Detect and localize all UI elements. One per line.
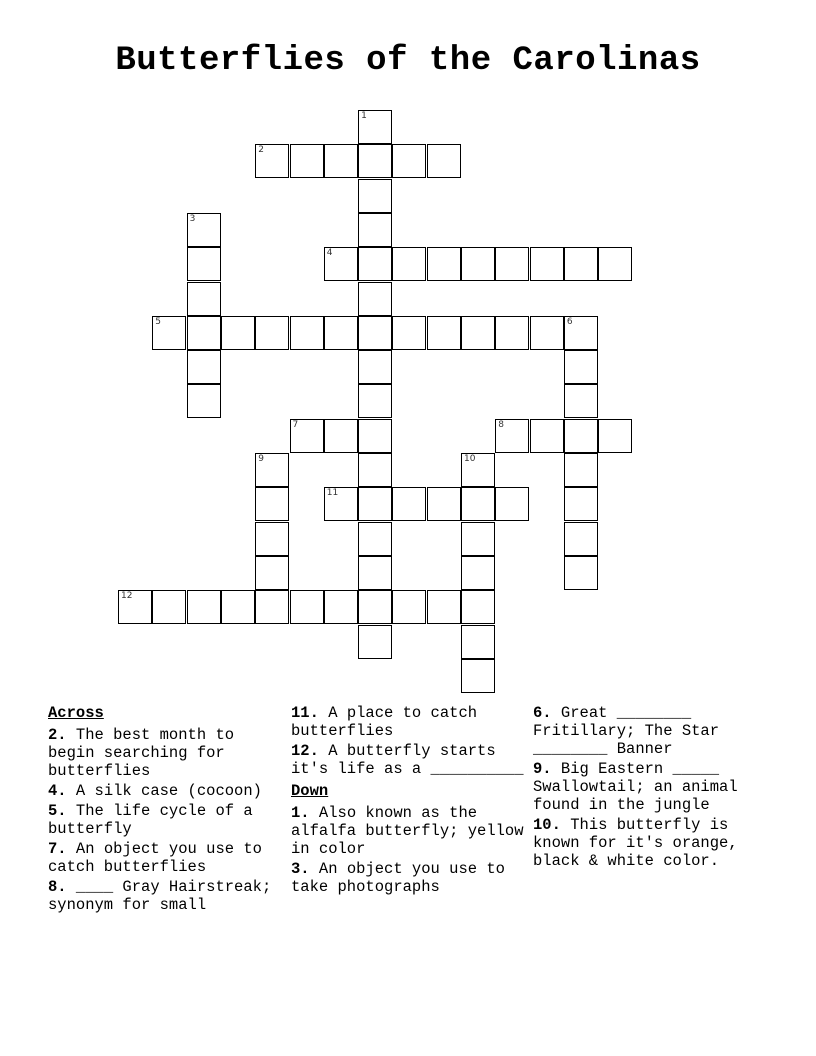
grid-cell[interactable]	[564, 453, 598, 487]
clue-number-label: 12	[121, 591, 133, 602]
grid-cell[interactable]	[358, 590, 392, 624]
clue-across-5: 5. The life cycle of a butterfly	[48, 802, 253, 838]
grid-cell[interactable]	[255, 590, 289, 624]
clue-number-label: 10	[464, 454, 476, 464]
grid-cell[interactable]	[358, 419, 392, 453]
grid-cell[interactable]	[358, 144, 392, 178]
grid-cell[interactable]	[358, 522, 392, 556]
down-heading: Down	[291, 782, 329, 800]
clue-across-12: 12. A butterfly starts it's life as a __________	[291, 742, 524, 778]
grid-cell[interactable]	[358, 384, 392, 418]
grid-cell[interactable]	[290, 316, 324, 350]
grid-cell[interactable]	[221, 316, 255, 350]
grid-cell[interactable]	[461, 625, 495, 659]
grid-cell[interactable]	[358, 282, 392, 316]
clue-number-label: 11	[326, 488, 339, 499]
grid-cell[interactable]	[427, 316, 461, 350]
grid-cell[interactable]	[461, 556, 495, 590]
clue-number-label: 6	[566, 316, 573, 327]
clues-column-2	[291, 704, 527, 898]
grid-cell[interactable]	[358, 316, 392, 350]
grid-cell[interactable]	[324, 144, 358, 178]
clue-across-8: 8. ____ Gray Hairstreak; synonym for small	[48, 878, 272, 914]
grid-cell[interactable]	[392, 316, 426, 350]
grid-cell[interactable]	[392, 144, 426, 178]
clue-down-10: 10. This butterfly is known for it's orange, black & white color.	[533, 816, 738, 870]
grid-cell[interactable]	[461, 453, 495, 487]
clues-column-1	[48, 704, 276, 916]
grid-cell[interactable]	[187, 316, 221, 350]
clue-across-2: 2. The best month to begin searching for butterflies	[48, 726, 235, 780]
grid-cell[interactable]	[495, 487, 529, 521]
grid-cell[interactable]	[290, 144, 324, 178]
grid-cell[interactable]	[324, 419, 358, 453]
clue-number-label: 3	[189, 213, 196, 224]
grid-cell[interactable]	[564, 419, 598, 453]
grid-cell[interactable]	[358, 213, 392, 247]
grid-cell[interactable]	[358, 556, 392, 590]
grid-cell[interactable]	[461, 487, 495, 521]
grid-cell[interactable]	[495, 247, 529, 281]
grid-cell[interactable]	[290, 590, 324, 624]
clue-number-label: 4	[326, 248, 333, 259]
grid-cell[interactable]	[495, 419, 529, 453]
clues-column-3	[533, 704, 769, 872]
grid-cell[interactable]	[564, 316, 598, 350]
grid-cell[interactable]	[187, 282, 221, 316]
grid-cell[interactable]	[358, 350, 392, 384]
grid-cell[interactable]	[564, 487, 598, 521]
grid-cell[interactable]	[324, 590, 358, 624]
grid-cell[interactable]	[564, 350, 598, 384]
grid-cell[interactable]	[255, 453, 289, 487]
grid-cell[interactable]	[255, 316, 289, 350]
clue-across-11: 11. A place to catch butterflies	[291, 704, 478, 740]
grid-cell[interactable]	[358, 247, 392, 281]
grid-cell[interactable]	[427, 247, 461, 281]
grid-cell[interactable]	[221, 590, 255, 624]
clue-across-7: 7. An object you use to catch butterflies	[48, 840, 262, 876]
grid-cell[interactable]	[152, 316, 186, 350]
clue-down-3: 3. An object you use to take photographs	[291, 860, 505, 896]
clue-across-4: 4. A silk case (cocoon)	[48, 782, 262, 800]
grid-cell[interactable]	[358, 110, 392, 144]
grid-cell[interactable]	[427, 590, 461, 624]
grid-cell[interactable]	[392, 487, 426, 521]
puzzle-title: Butterflies of the Carolinas	[115, 42, 701, 80]
clue-down-6: 6. Great ________ Fritillary; The Star ________ Banner	[533, 704, 720, 758]
grid-cell[interactable]	[187, 590, 221, 624]
grid-cell[interactable]	[461, 590, 495, 624]
grid-cell[interactable]	[255, 556, 289, 590]
grid-cell[interactable]	[495, 316, 529, 350]
grid-cell[interactable]	[530, 419, 564, 453]
grid-cell[interactable]	[427, 487, 461, 521]
grid-cell[interactable]	[358, 487, 392, 521]
grid-cell[interactable]	[392, 590, 426, 624]
grid-cell[interactable]	[187, 213, 221, 247]
grid-cell[interactable]	[427, 144, 461, 178]
grid-cell[interactable]	[255, 144, 289, 178]
grid-cell[interactable]	[324, 487, 358, 521]
grid-cell[interactable]	[187, 350, 221, 384]
grid-cell[interactable]	[152, 590, 186, 624]
grid-cell[interactable]	[564, 384, 598, 418]
clue-number-label: 7	[292, 419, 299, 430]
grid-cell[interactable]	[392, 247, 426, 281]
across-heading: Across	[48, 704, 104, 722]
clue-number-label: 9	[258, 454, 264, 464]
grid-cell[interactable]	[461, 316, 495, 350]
grid-cell[interactable]	[358, 453, 392, 487]
clue-down-1: 1. Also known as the alfalfa butterfly; yellow in color	[291, 804, 524, 858]
grid-cell[interactable]	[461, 522, 495, 556]
grid-cell[interactable]	[598, 419, 632, 453]
grid-cell[interactable]	[358, 179, 392, 213]
grid-cell[interactable]	[530, 247, 564, 281]
clue-number-label: 5	[155, 316, 162, 327]
grid-cell[interactable]	[118, 590, 152, 624]
grid-cell[interactable]	[324, 247, 358, 281]
clue-down-9: 9. Big Eastern _____ Swallowtail; an animal found in the jungle	[533, 760, 738, 814]
grid-cell[interactable]	[187, 247, 221, 281]
grid-cell[interactable]	[187, 384, 221, 418]
grid-cell[interactable]	[564, 556, 598, 590]
grid-cell[interactable]	[358, 625, 392, 659]
grid-cell[interactable]	[564, 522, 598, 556]
grid-cell[interactable]	[461, 247, 495, 281]
clue-number-label: 8	[498, 419, 505, 430]
grid-cell[interactable]	[461, 659, 495, 693]
clue-number-label: 2	[258, 145, 264, 156]
grid-cell[interactable]	[598, 247, 632, 281]
grid-cell[interactable]	[530, 316, 564, 350]
clue-number-label: 1	[361, 111, 367, 121]
grid-cell[interactable]	[564, 247, 598, 281]
grid-cell[interactable]	[255, 522, 289, 556]
grid-cell[interactable]	[290, 419, 324, 453]
grid-cell[interactable]	[255, 487, 289, 521]
grid-cell[interactable]	[324, 316, 358, 350]
